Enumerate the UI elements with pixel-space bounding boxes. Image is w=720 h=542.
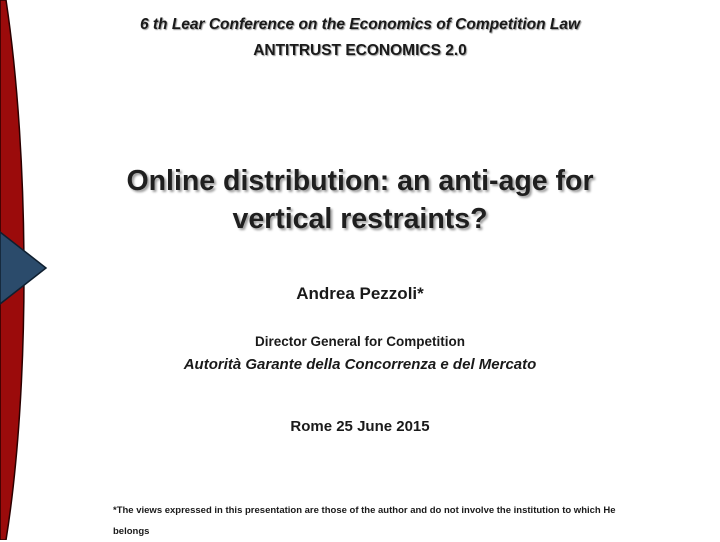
presentation-title bbox=[0, 162, 720, 238]
author-role: Director General for Competition bbox=[254, 334, 466, 349]
disclaimer-footnote: *The views expressed in this presentation are those of the author and do not involve the institution to which He belongs bbox=[113, 505, 616, 537]
title-line-2: vertical restraints? bbox=[232, 203, 488, 235]
left-decoration bbox=[0, 0, 60, 540]
organization-name: Autorità Garante della Concorrenza e del Mercato bbox=[183, 356, 537, 373]
conference-name: 6 th Lear Conference on the Economics of Competition Law bbox=[139, 16, 581, 33]
title-line-1: Online distribution: an anti-age for bbox=[126, 165, 594, 197]
event-subtitle: ANTITRUST ECONOMICS 2.0 bbox=[253, 42, 467, 59]
event-date: Rome 25 June 2015 bbox=[290, 418, 430, 435]
author-name: Andrea Pezzoli* bbox=[296, 284, 424, 303]
